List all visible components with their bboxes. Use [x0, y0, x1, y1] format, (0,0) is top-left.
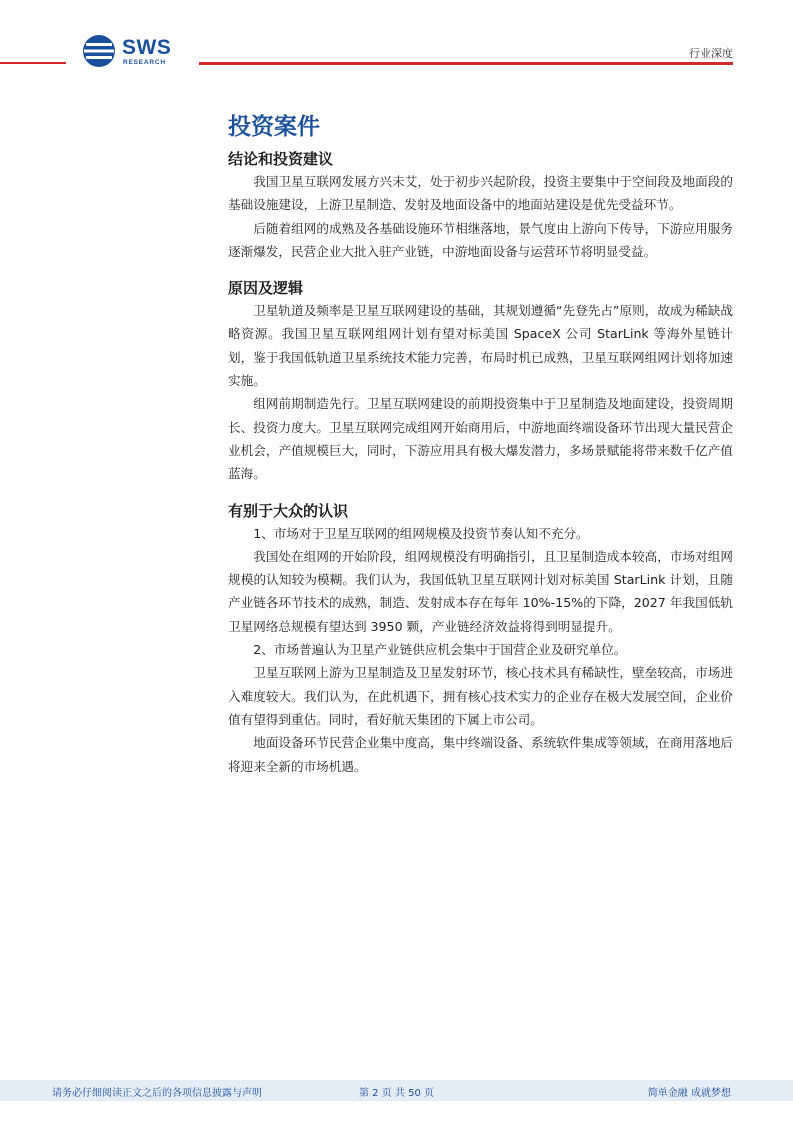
header-rule	[0, 62, 793, 65]
paragraph: 我国卫星互联网发展方兴未艾，处于初步兴起阶段，投资主要集中于空间段及地面段的基础设施建设，上游卫星制造、发射及地面设备中的地面站建设是优先受益环节。	[228, 174, 733, 213]
logo-subtext: RESEARCH	[123, 59, 166, 66]
paragraph: 后随着组网的成熟及各基础设施环节相继落地，景气度由上游向下传导，下游应用服务逐渐爆发，民营企业大批入驻产业链，中游地面设备与运营环节将明显受益。	[228, 220, 733, 259]
footer-slogan: 简单金融 成就梦想	[647, 1088, 731, 1099]
report-body	[228, 148, 733, 778]
paragraph: 1、市场对于卫星互联网的组网规模及投资节奏认知不充分。	[253, 525, 589, 541]
paragraph: 组网前期制造先行。卫星互联网建设的前期投资集中于卫星制造及地面建设，投资周期长、投资力度大。卫星互联网完成组网开始商用后，中游地面终端设备环节出现大量民营企业机会，产值规模巨大，同时，下游应用具有极大爆发潜力，多场景赋能将带来数千亿产值蓝海。	[228, 396, 733, 482]
page-number: 第 2 页 共 50 页	[359, 1088, 434, 1099]
paragraph: 卫星轨道及频率是卫星互联网建设的基础，其规划遵循“先登先占”原则，故成为稀缺战略资源。我国卫星互联网组网计划有望对标美国 SpaceX 公司 StarLink 等海外星链计划，鉴于我国低轨道卫星系统技术能力完善，布局时机已成熟，卫星互联网组网计划将加速实施。	[228, 303, 733, 389]
logo-text: SWS	[122, 36, 172, 59]
section-heading-reasons: 原因及逻辑	[228, 279, 304, 298]
report-category-tag: 行业深度	[689, 47, 733, 60]
page-title: 投资案件	[228, 114, 320, 140]
paragraph: 2、市场普遍认为卫星产业链供应机会集中于国营企业及研究单位。	[253, 642, 627, 658]
paragraph: 我国处在组网的开始阶段，组网规模没有明确指引，且卫星制造成本较高，市场对组网规模的认知较为模糊。我们认为，我国低轨卫星互联网计划对标美国 StarLink 计划，且随产业链各环节技术的成熟，制造、发射成本存在每年 10%-15%的下降，2027 年我国低轨卫星网络总规模有望达到 3950 颗，产业链经济效益将得到明显提升。	[228, 548, 733, 634]
section-heading-conclusion: 结论和投资建议	[228, 150, 334, 168]
paragraph: 卫星互联网上游为卫星制造及卫星发射环节，核心技术具有稀缺性，壁垒较高，市场进入难度较大。我们认为，在此机遇下，拥有核心技术实力的企业存在极大发展空间，企业价值有望得到重估。同时，看好航天集团的下属上市公司。	[228, 665, 733, 727]
footer-disclaimer: 请务必仔细阅读正文之后的各项信息披露与声明	[52, 1088, 262, 1099]
paragraph: 地面设备环节民营企业集中度高，集中终端设备、系统软件集成等领域，在商用落地后将迎来全新的市场机遇。	[228, 735, 733, 774]
section-heading-differentiated-view: 有别于大众的认识	[228, 501, 349, 520]
